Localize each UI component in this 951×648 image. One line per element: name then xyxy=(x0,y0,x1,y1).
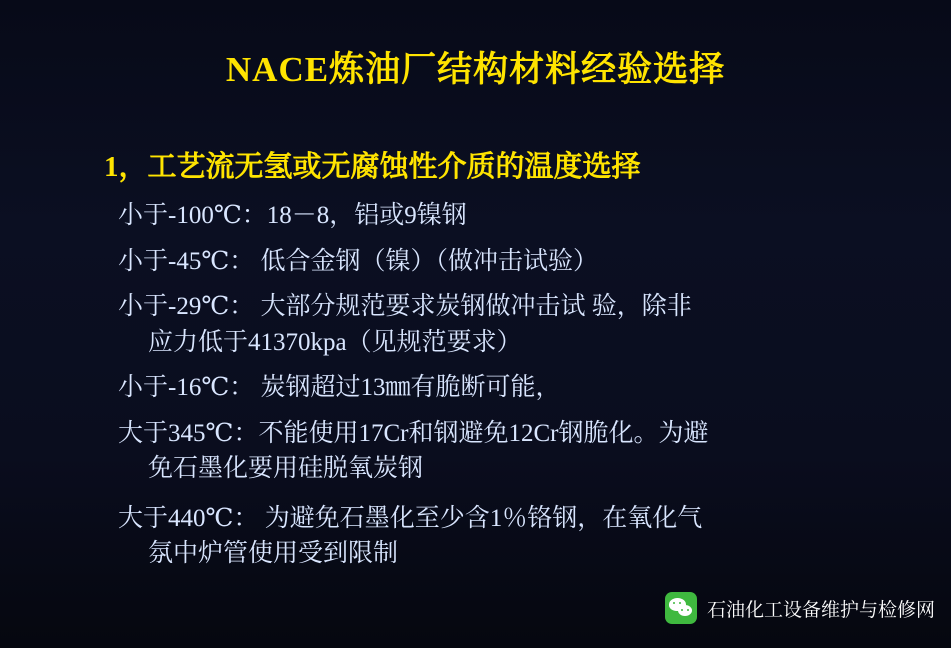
body-line-continuation: 氛中炉管使用受到限制 xyxy=(148,540,399,567)
section-heading: 1，工艺流无氢或无腐蚀性介质的温度选择 xyxy=(104,151,641,183)
body-line xyxy=(118,416,918,487)
watermark xyxy=(665,592,935,624)
page-title: NACE炼油厂结构材料经验选择 xyxy=(225,50,726,89)
body-line-text: 大于345℃：不能使用17Cr和钢避免12Cr钢脆化。为避 xyxy=(118,419,709,447)
body-line xyxy=(118,501,918,572)
body-line-continuation: 免石墨化要用硅脱氧炭钢 xyxy=(148,455,424,482)
watermark-label: 石油化工设备维护与检修网 xyxy=(706,599,935,621)
body-line-text: 大于440℃： 为避免石墨化至少含1％铬钢，在氧化气 xyxy=(118,504,703,532)
body-line xyxy=(118,198,918,234)
body-content xyxy=(118,198,918,580)
body-line-text: 小于-29℃： 大部分规范要求炭钢做冲击试 验，除非 xyxy=(118,293,692,320)
body-line xyxy=(118,244,918,280)
body-line-continuation: 应力低于41370kpa（见规范要求） xyxy=(148,328,522,356)
body-line-text: 小于-45℃： 低合金钢（镍）（做冲击试验） xyxy=(118,247,599,275)
wechat-icon xyxy=(665,592,697,624)
body-line-text: 小于-100℃：18－8，铝或9镍钢 xyxy=(118,202,467,229)
body-line-text: 小于-16℃： 炭钢超过13㎜有脆断可能， xyxy=(118,374,561,401)
body-line xyxy=(118,289,918,360)
body-line xyxy=(118,370,918,406)
